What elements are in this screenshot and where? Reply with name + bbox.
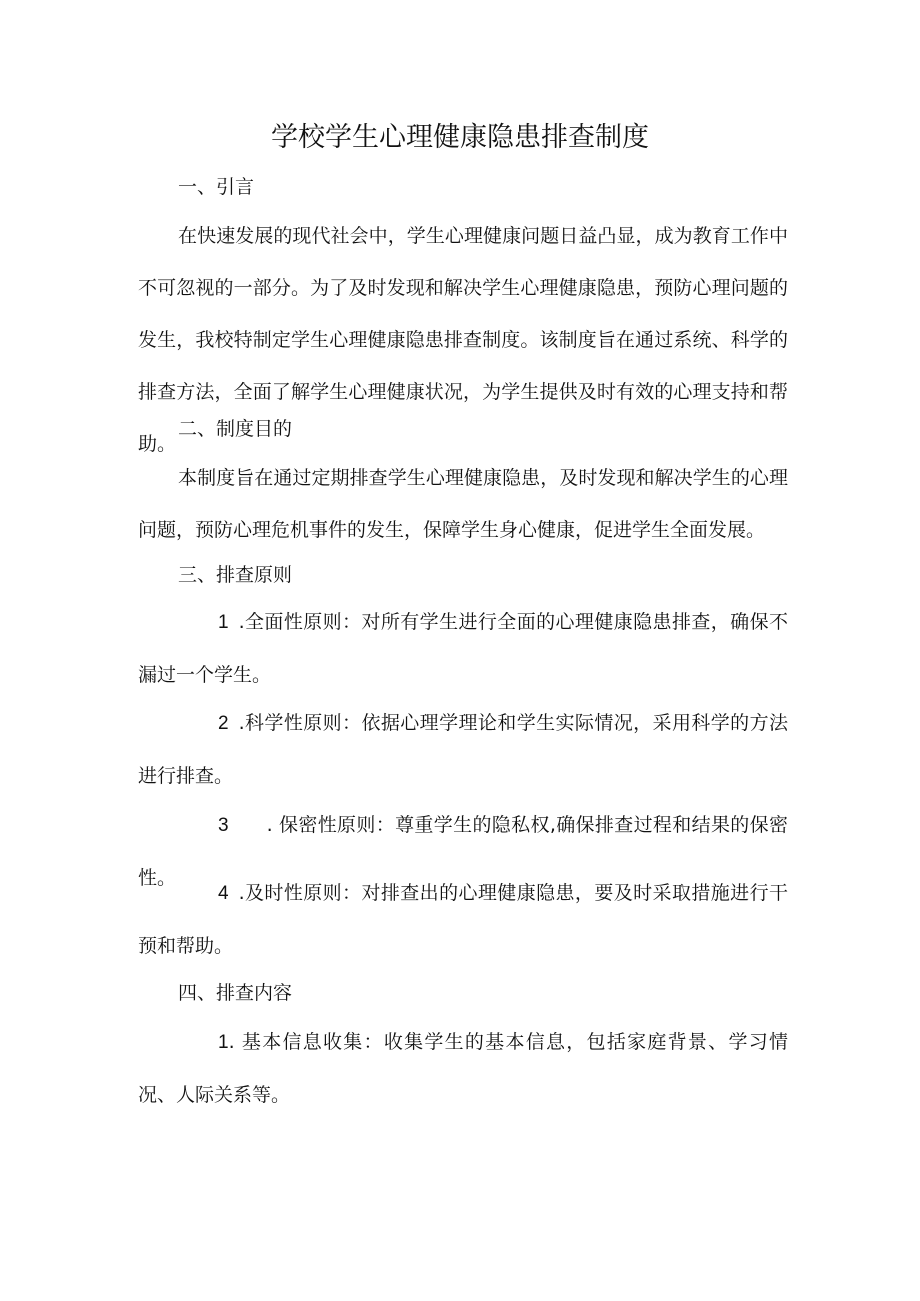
principle-item-3-text: . 保密性原则：尊重学生的隐私权,确保排查过程和结果的保密性。 bbox=[138, 814, 788, 889]
section-heading-content: 四、排查内容 bbox=[178, 982, 293, 1004]
principle-item-4-text: .及时性原则：对排查出的心理健康隐患，要及时采取措施进行干预和帮助。 bbox=[138, 882, 788, 957]
principle-item-2 bbox=[138, 697, 788, 802]
principle-item-3-number: 3 bbox=[218, 815, 229, 836]
introduction-paragraph: 在快速发展的现代社会中，学生心理健康问题日益凸显，成为教育工作中不可忽视的一部分。为了及时发现和解决学生心理健康隐患，预防心理问题的发生，我校特制定学生心理健康隐患排查制度。该制度旨在通过系统、科学的排查方法，全面了解学生心理健康状况，为学生提供及时有效的心理支持和帮助。 bbox=[138, 225, 788, 455]
principle-item-2-number: 2 bbox=[218, 713, 229, 734]
principle-item-2-text: .科学性原则：依据心理学理论和学生实际情况，采用科学的方法进行排查。 bbox=[138, 712, 788, 787]
content-item-1-number: 1 bbox=[218, 1032, 229, 1053]
purpose-paragraph: 本制度旨在通过定期排查学生心理健康隐患，及时发现和解决学生的心理问题，预防心理危机事件的发生，保障学生身心健康，促进学生全面发展。 bbox=[138, 467, 788, 541]
principle-item-4-number: 4 bbox=[218, 883, 229, 904]
principle-item-1-number: 1 bbox=[218, 612, 229, 633]
document-title: 学校学生心理健康隐患排查制度 bbox=[271, 122, 649, 153]
principle-item-1 bbox=[138, 596, 788, 701]
section-heading-introduction: 一、引言 bbox=[178, 176, 255, 198]
principle-item-1-text: .全面性原则：对所有学生进行全面的心理健康隐患排查，确保不漏过一个学生。 bbox=[138, 611, 788, 686]
section-heading-principles: 三、排查原则 bbox=[178, 564, 293, 586]
section-heading-purpose: 二、制度目的 bbox=[178, 418, 293, 440]
content-item-1-text: . 基本信息收集：收集学生的基本信息，包括家庭背景、学习情况、人际关系等。 bbox=[138, 1031, 788, 1106]
principle-item-4 bbox=[138, 867, 788, 972]
content-item-1 bbox=[138, 1016, 788, 1121]
